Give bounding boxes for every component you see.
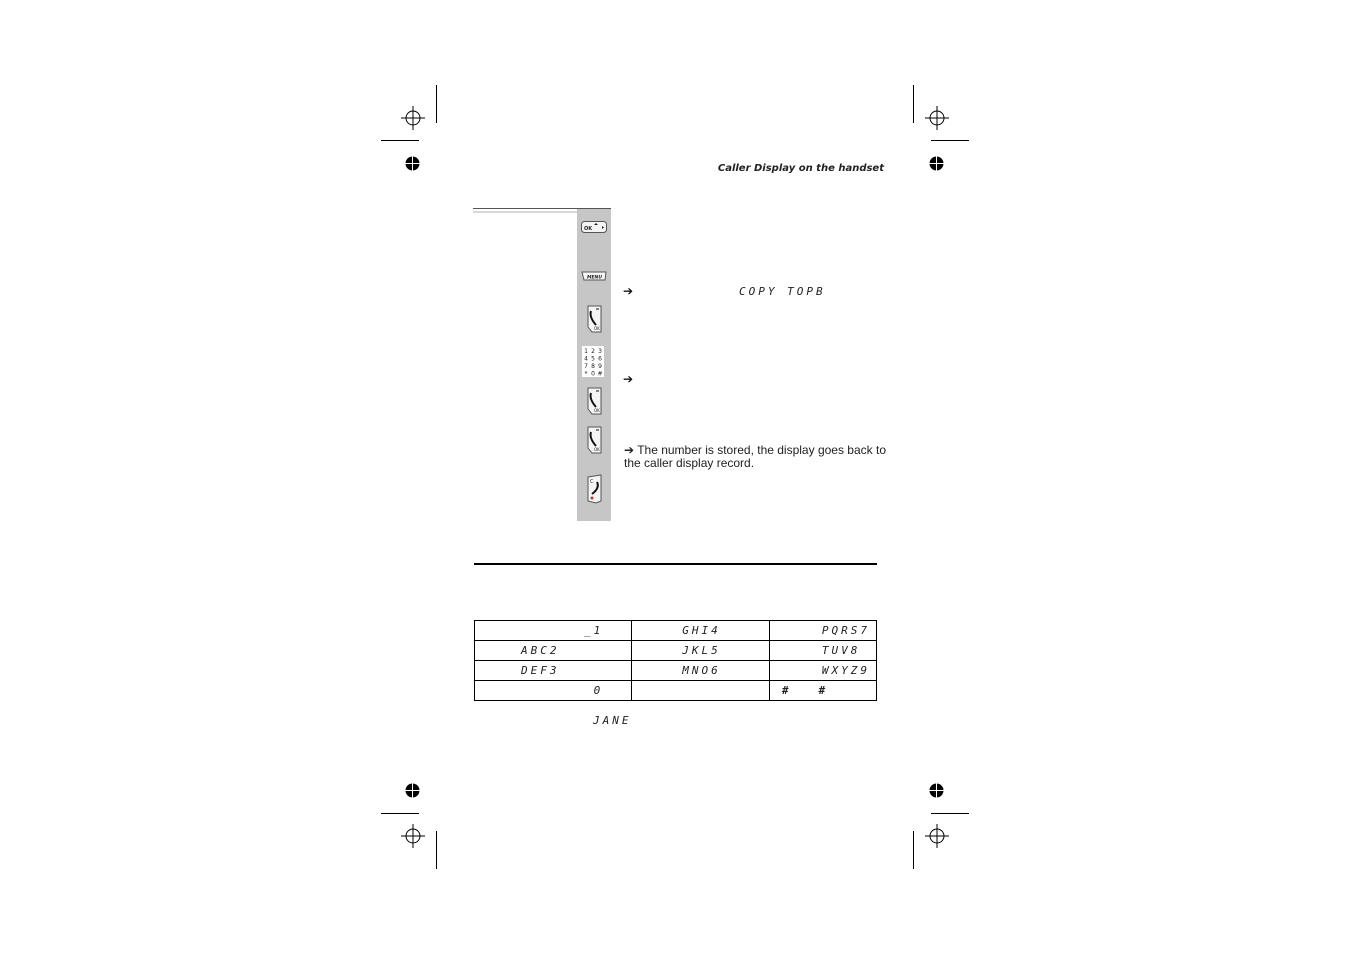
table-cell: JKL5 (632, 641, 770, 661)
ok-navigation-key-icon (581, 221, 607, 233)
table-cell: WXYZ9 (769, 661, 876, 681)
svg-text:9: 9 (598, 363, 602, 370)
svg-text:8: 8 (591, 363, 595, 370)
talk-ok-key-icon (586, 426, 603, 454)
svg-text:C: C (590, 479, 594, 485)
key-character-table (474, 620, 877, 701)
page-header-title: Caller Display on the handset (717, 163, 884, 174)
section-top-rule-shade (473, 211, 577, 213)
example-name-display: JANE (593, 714, 632, 727)
table-cell: _1 (475, 621, 632, 641)
registration-dot-icon (405, 156, 420, 171)
lcd-copy-to-phonebook: COPY TOPB (739, 285, 826, 298)
step-arrow: ➔ (623, 372, 634, 386)
talk-ok-key-icon (586, 305, 603, 333)
registration-mark-icon (925, 106, 949, 130)
table-cell: PQRS7 (769, 621, 876, 641)
registration-dot-icon (929, 783, 944, 798)
step-arrow: ➔ (624, 443, 635, 457)
table-cell: TUV8 (769, 641, 876, 661)
table-row (475, 681, 877, 701)
table-cell-hash (769, 681, 876, 701)
svg-text:0: 0 (591, 370, 595, 377)
crop-mark-top-right-horizontal (931, 140, 969, 141)
talk-ok-key-icon (586, 387, 603, 415)
step-arrow: ➔ (623, 284, 634, 298)
svg-text:*: * (584, 370, 588, 377)
table-cell: MNO6 (632, 661, 770, 681)
table-row (475, 641, 877, 661)
crop-mark-bottom-left-vertical (436, 831, 437, 869)
menu-key-icon (581, 270, 607, 282)
table-cell (632, 681, 770, 701)
crop-mark-bottom-right-horizontal (931, 813, 969, 814)
table-cell: 0 (475, 681, 632, 701)
svg-text:OK: OK (594, 326, 600, 331)
hash-symbol: # (781, 684, 789, 697)
svg-text:4: 4 (584, 355, 588, 363)
stored-result-message: The number is stored, the display goes back to the caller display record. (624, 443, 886, 470)
table-cell: GHI4 (632, 621, 770, 641)
svg-text:OK: OK (594, 447, 600, 452)
keypad-icon (582, 346, 604, 377)
table-cell: DEF3 (475, 661, 632, 681)
ok-key-label: OK (584, 226, 593, 232)
section-divider (474, 563, 877, 565)
svg-text:7: 7 (584, 363, 588, 370)
hash-symbol: # (818, 684, 826, 697)
crop-mark-top-right-vertical (913, 85, 914, 123)
registration-mark-icon (925, 824, 949, 848)
registration-mark-icon (401, 106, 425, 130)
table-row (475, 621, 877, 641)
menu-key-label: MENU (587, 275, 602, 281)
hang-up-key-icon (586, 474, 603, 504)
svg-text:5: 5 (591, 355, 595, 363)
crop-mark-top-left-horizontal (381, 140, 419, 141)
stored-result-text (624, 444, 896, 470)
registration-dot-icon (405, 783, 420, 798)
svg-text:OK: OK (594, 408, 600, 413)
registration-mark-icon (401, 824, 425, 848)
crop-mark-bottom-right-vertical (913, 831, 914, 869)
svg-text:1: 1 (584, 348, 588, 355)
svg-text:2: 2 (591, 348, 595, 355)
svg-text:3: 3 (598, 348, 602, 355)
registration-dot-icon (929, 156, 944, 171)
crop-mark-top-left-vertical (436, 85, 437, 123)
svg-text:#: # (597, 370, 603, 377)
table-cell: ABC2 (475, 641, 632, 661)
svg-text:6: 6 (598, 355, 602, 363)
crop-mark-bottom-left-horizontal (381, 813, 419, 814)
table-row (475, 661, 877, 681)
